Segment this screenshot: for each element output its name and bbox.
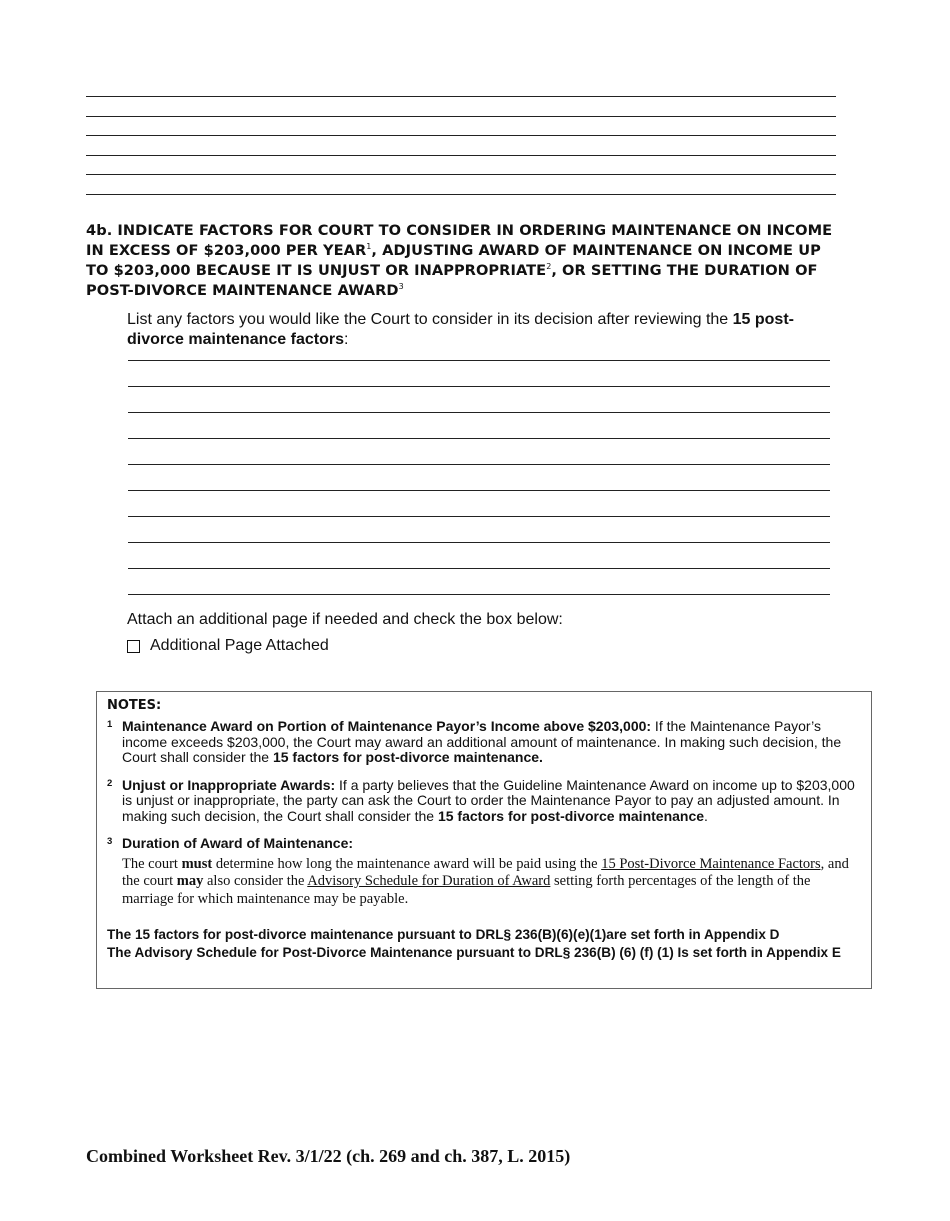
- answer-line[interactable]: [128, 569, 830, 595]
- checkbox-label: Additional Page Attached: [150, 637, 329, 654]
- section-4b-heading: 4b. INDICATE FACTORS FOR COURT TO CONSIDER IN ORDERING MAINTENANCE ON INCOME IN EXCESS OF $203,000 PER YEAR$^1$, ADJUSTING AWARD OF MAINTENANCE ON INCOME UP TO $203,000 BECAUSE IT IS UNJUST OR INAPPROPRIATE$^2$, OR SETTING THE DURATION OF POST-DIVORCE MAINTENANCE AWARD$^3$: [86, 222, 833, 299]
- additional-page-checkbox-row[interactable]: [127, 637, 329, 655]
- appendix-e-reference: The Advisory Schedule for Post-Divorce Maintenance pursuant to DRL§ 236(B) (6) (f) (1) Is set forth in Appendix E: [107, 945, 841, 960]
- notes-box: [96, 691, 872, 989]
- factors-answer-lines[interactable]: [128, 360, 830, 595]
- answer-line[interactable]: [128, 413, 830, 439]
- footnote-ref: 3: [398, 282, 404, 292]
- note-1: 1 Maintenance Award on Portion of Maintenance Payor’s Income above $203,000: If the Maintenance Payor’s income exceeds $203,000, the Court may award an additional amount of maintenance. In making such decision, the Court shall consider the 15 factors for post-divorce maintenance.: [107, 718, 842, 765]
- footnote-ref: 1: [366, 242, 372, 252]
- footnote-ref: 2: [546, 262, 552, 272]
- answer-line[interactable]: [128, 387, 830, 413]
- note-3-body: The court must determine how long the maintenance award will be paid using the 15 Post-Divorce Maintenance Factors, and the court may also consider the Advisory Schedule for Duration of Award setting forth percentages of the length of the marriage for which maintenance may be payable.: [122, 855, 849, 907]
- answer-line[interactable]: [86, 156, 836, 176]
- notes-title: NOTES:: [107, 698, 162, 713]
- answer-line[interactable]: [128, 439, 830, 465]
- answer-line[interactable]: [86, 97, 836, 117]
- answer-line[interactable]: [128, 361, 830, 387]
- advisory-schedule-link[interactable]: Advisory Schedule for Duration of Award: [307, 873, 551, 889]
- note-3: 3 Duration of Award of Maintenance: The court must determine how long the maintenance award will be paid using the 15 Post-Divorce Maintenance Factors, and the court may also consider the Advisory Schedule for Duration of Award setting forth percentages of the length of the marriage for which maintenance may be payable.: [107, 836, 861, 908]
- attach-instruction: Attach an additional page if needed and check the box below:: [127, 611, 563, 628]
- note-2: 2 Unjust or Inappropriate Awards: If a party believes that the Guideline Maintenance Award on income up to $203,000 is unjust or inappropriate, the party can ask the Court to order the Maintenance Payor to pay an adjusted amount. In making such decision, the Court shall consider the 15 factors for post-divorce maintenance.: [107, 776, 855, 824]
- answer-line[interactable]: [128, 543, 830, 569]
- answer-line[interactable]: [86, 175, 836, 195]
- maintenance-factors-link[interactable]: 15 Post-Divorce Maintenance Factors,: [601, 855, 825, 872]
- appendix-d-reference: The 15 factors for post-divorce maintenance pursuant to DRL§ 236(B)(6)(e)(1)are set forth in Appendix D: [107, 927, 780, 942]
- appendix-references: [107, 926, 861, 962]
- footer-revision: Combined Worksheet Rev. 3/1/22 (ch. 269 and ch. 387, L. 2015): [86, 1146, 571, 1166]
- additional-page-checkbox[interactable]: [127, 640, 140, 653]
- answer-line[interactable]: [86, 136, 836, 156]
- instruction-text: List any factors you would like the Court to consider in its decision after reviewing the 15 post-divorce maintenance factors:: [127, 311, 794, 348]
- answer-line[interactable]: [86, 117, 836, 137]
- answer-line[interactable]: [128, 465, 830, 491]
- top-answer-lines[interactable]: [86, 96, 836, 195]
- answer-line[interactable]: [128, 517, 830, 543]
- answer-line[interactable]: [128, 491, 830, 517]
